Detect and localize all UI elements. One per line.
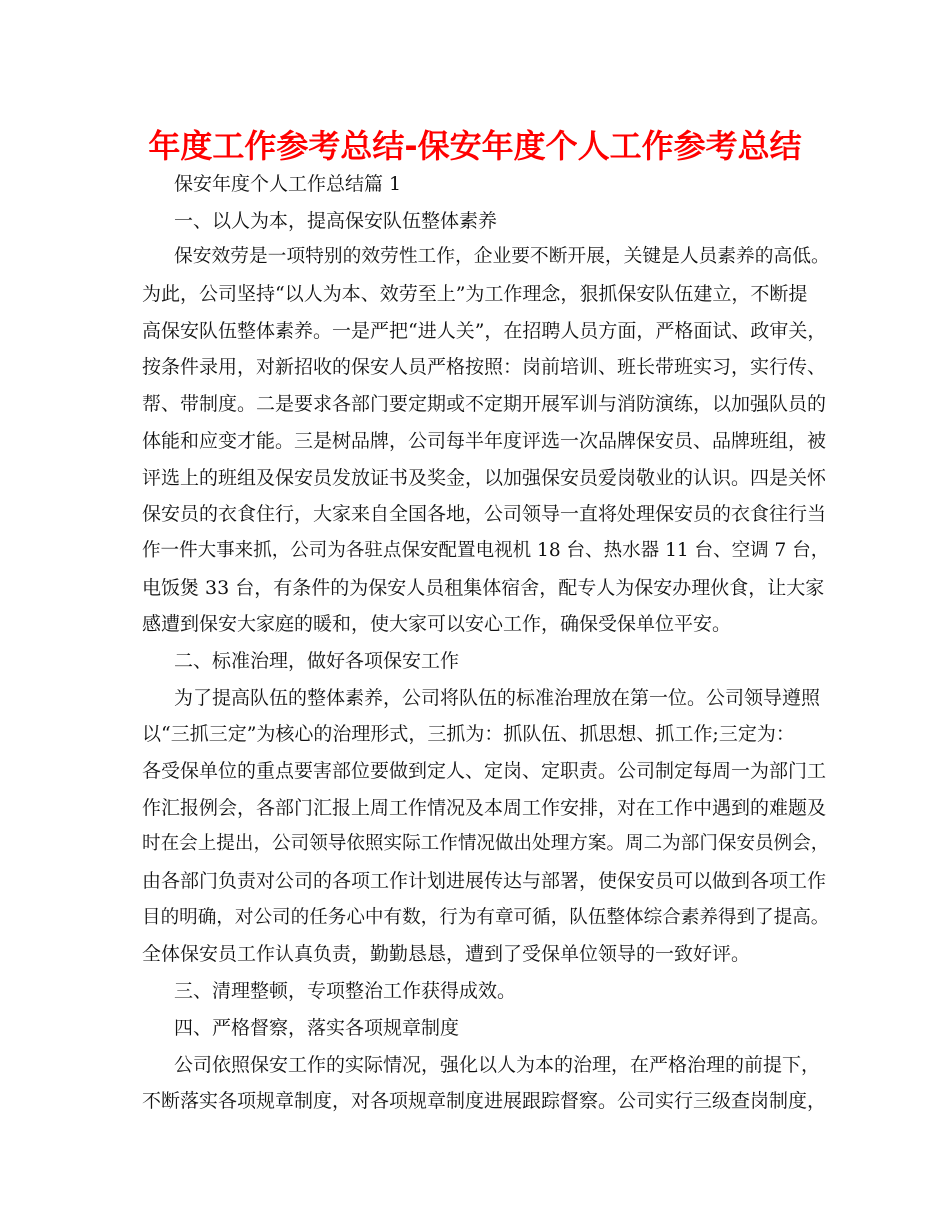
paragraph-line: 各受保单位的重点要害部位要做到定人、定岗、定职责。公司制定每周一为部门工: [142, 760, 827, 782]
paragraph-line: 电饭煲 33 台，有条件的为保安人员租集体宿舍，配专人为保安办理伙食，让大家: [142, 576, 825, 599]
paragraph-line: 按条件录用，对新招收的保安人员严格按照：岗前培训、班长带班实习，实行传、: [142, 356, 827, 379]
paragraph-line: 作汇报例会，各部门汇报上周工作情况及本周工作安排，对在工作中遇到的难题及: [142, 796, 827, 819]
paragraph-line: 帮、带制度。二是要求各部门要定期或不定期开展军训与消防演练，以加强队员的: [142, 393, 827, 416]
document-body: [142, 166, 830, 1120]
paragraph-line: 全体保安员工作认真负责，勤勤恳恳，遭到了受保单位领导的一致好评。: [142, 943, 751, 966]
paragraph-line: 为此，公司坚持“以人为本、效劳至上”为工作理念，狠抓保安队伍建立，不断提: [142, 283, 808, 306]
document-title: 年度工作参考总结-保安年度个人工作参考总结: [148, 127, 802, 165]
paragraph-start-line: 一、以人为本，提高保安队伍整体素养: [174, 209, 498, 232]
paragraph-line: 感遭到保安大家庭的暖和，使大家可以安心工作，确保受保单位平安。: [142, 613, 732, 636]
paragraph-start-line: 保安年度个人工作总结篇 1: [174, 173, 402, 195]
paragraph-line: 体能和应变才能。三是树品牌，公司每半年度评选一次品牌保安员、品牌班组，被: [142, 429, 827, 452]
paragraph-line: 时在会上提出，公司领导依照实际工作情况做出处理方案。周二为部门保安员例会，: [142, 833, 830, 855]
paragraph-line: 保安员的衣食住行，大家来自全国各地，公司领导一直将处理保安员的衣食往行当: [142, 503, 827, 526]
paragraph-line: 评选上的班组及保安员发放证书及奖金，以加强保安员爱岗敬业的认识。四是关怀: [142, 466, 827, 489]
paragraph-line: 由各部门负责对公司的各项工作计划进展传达与部署，使保安员可以做到各项工作: [142, 870, 827, 893]
paragraph-start-line: 四、严格督察，落实各项规章制度: [174, 1016, 460, 1039]
paragraph-start-line: 二、标准治理，做好各项保安工作: [174, 649, 460, 672]
paragraph-line: 目的明确，对公司的任务心中有数，行为有章可循，队伍整体综合素养得到了提高。: [142, 906, 830, 928]
paragraph-line: 作一件大事来抓，公司为各驻点保安配置电视机 18 台、热水器 11 台、空调 7 台，: [142, 539, 830, 561]
paragraph-start-line: 保安效劳是一项特别的效劳性工作，企业要不断开展，关键是人员素养的高低。: [174, 246, 830, 268]
paragraph-start-line: 三、清理整顿，专项整治工作获得成效。: [174, 980, 517, 1003]
paragraph-line: 高保安队伍整体素养。一是严把“进人关”，在招聘人员方面，严格面试、政审关，: [142, 319, 827, 342]
paragraph-line: 以“三抓三定”为核心的治理形式，三抓为：抓队伍、抓思想、抓工作;三定为：: [142, 723, 795, 746]
paragraph-line: 不断落实各项规章制度，对各项规章制度进展跟踪督察。公司实行三级查岗制度，: [142, 1090, 827, 1113]
paragraph-start-line: 为了提高队伍的整体素养，公司将队伍的标准治理放在第一位。公司领导遵照: [174, 686, 821, 709]
paragraph-start-line: 公司依照保安工作的实际情况，强化以人为本的治理，在严格治理的前提下，: [174, 1053, 821, 1076]
